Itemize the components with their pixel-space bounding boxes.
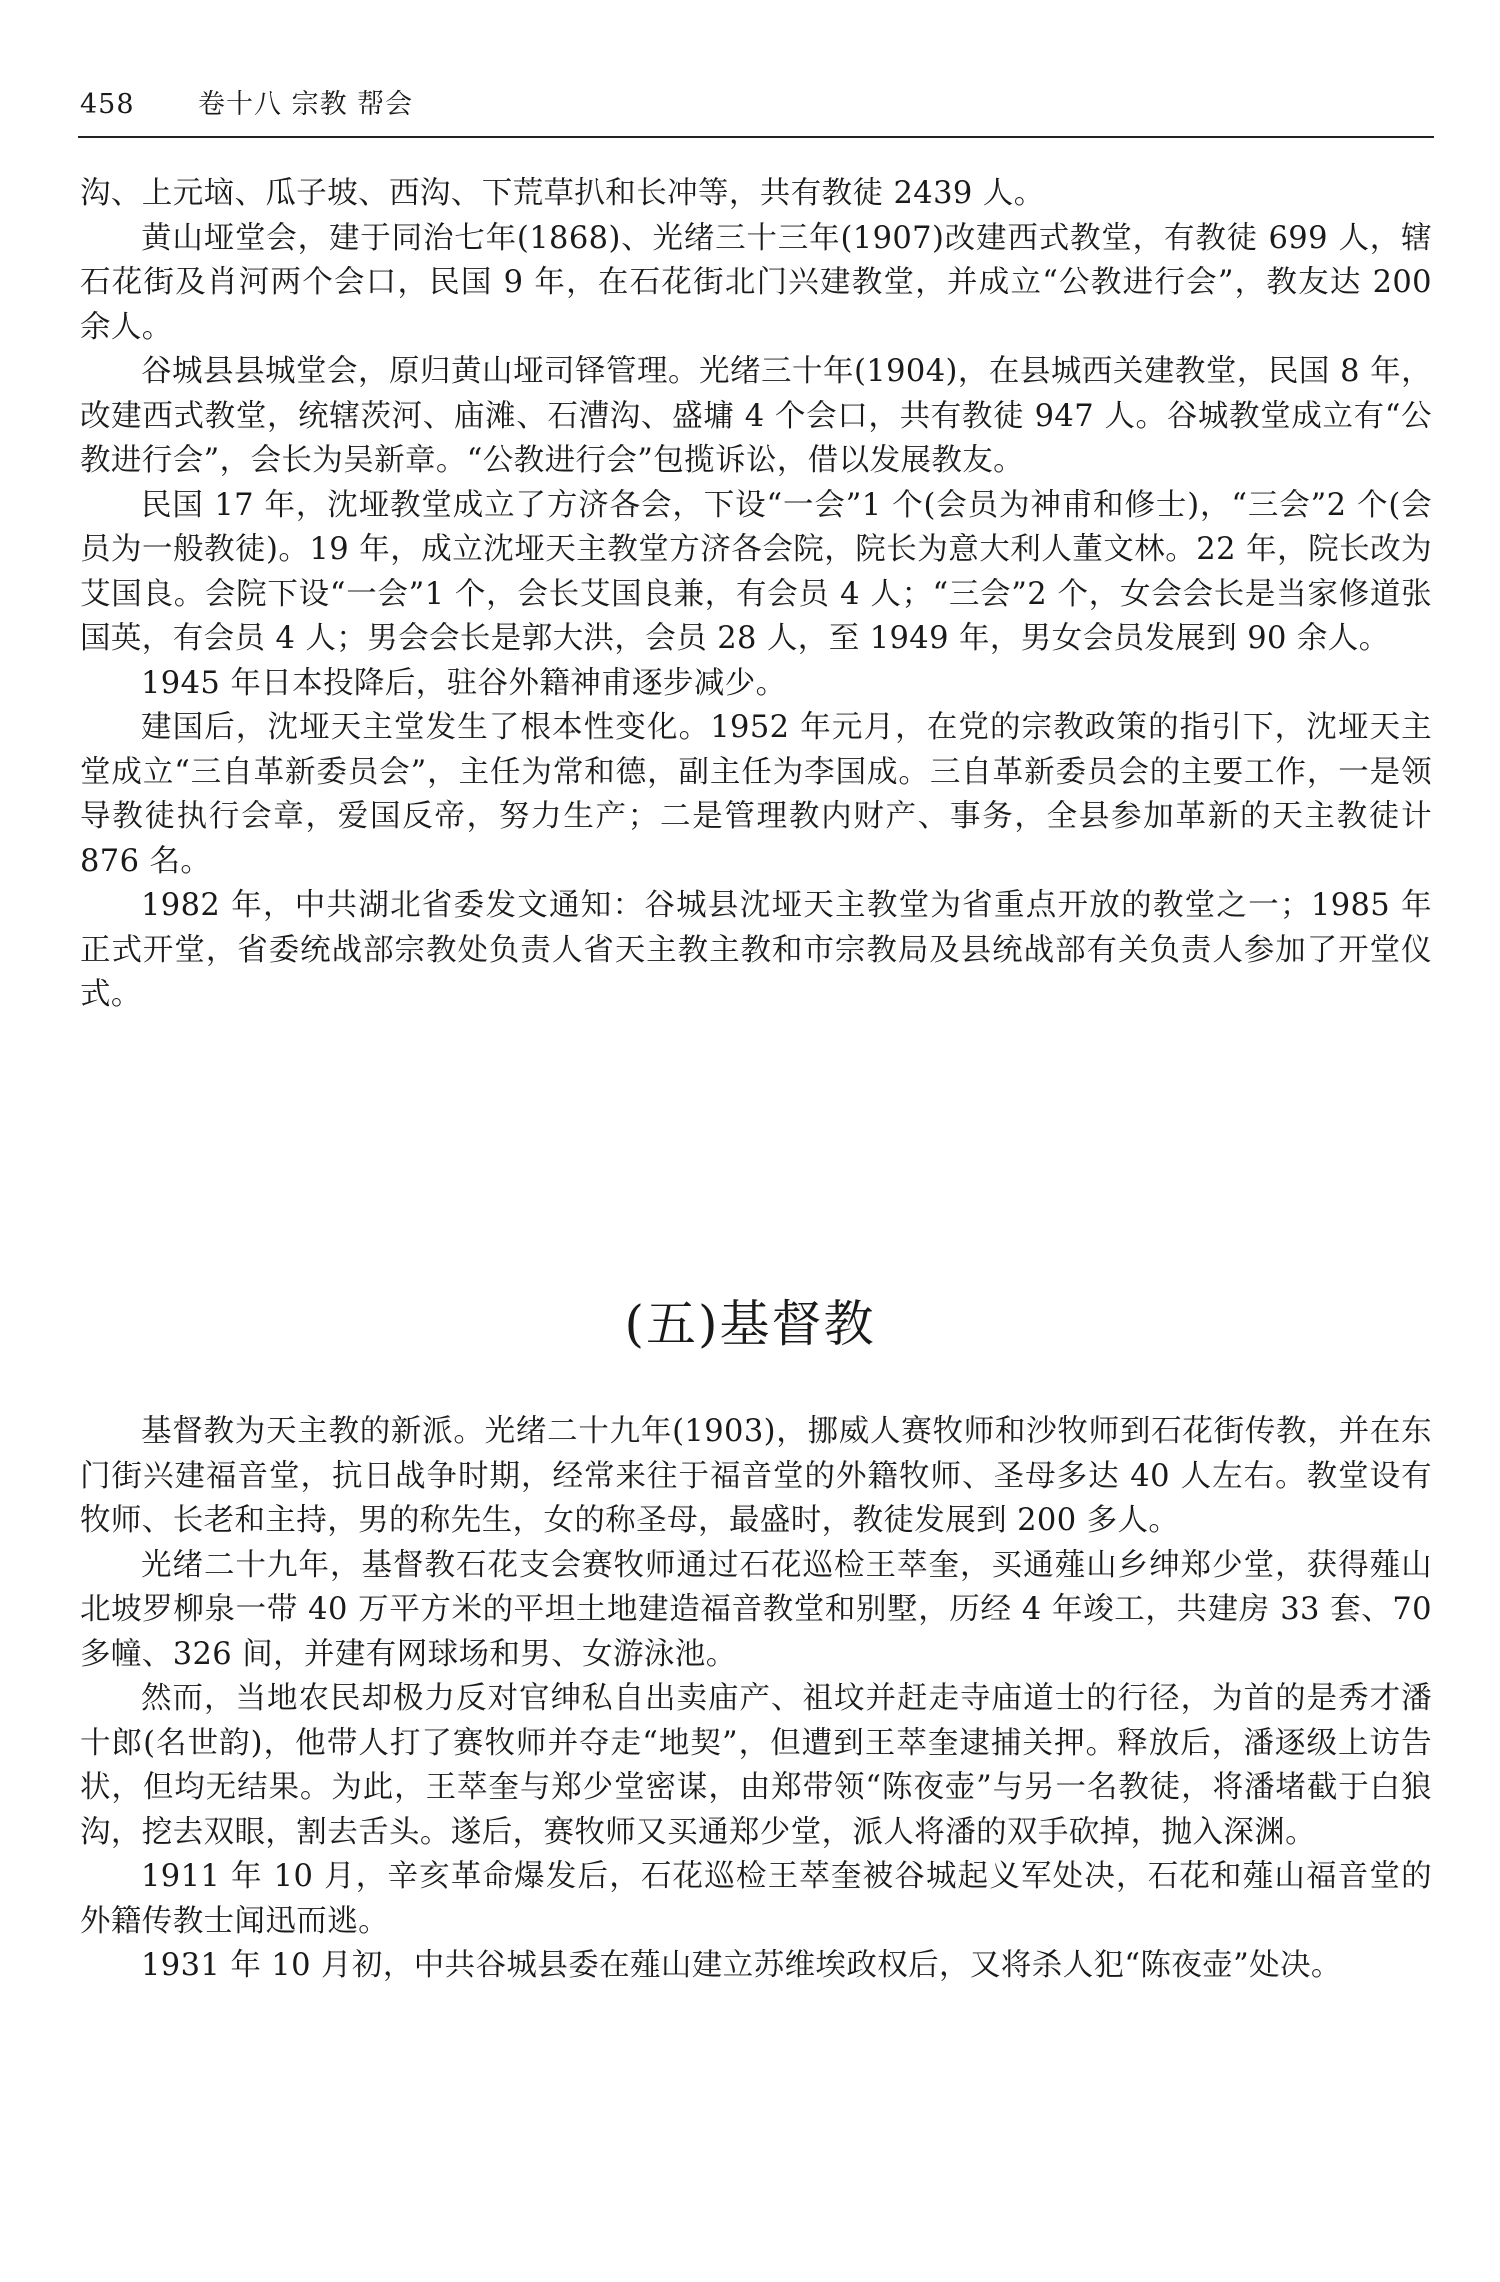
paragraph: 建国后，沈垭天主堂发生了根本性变化。1952 年元月，在党的宗教政策的指引下，沈垭天主堂成立“三自革新委员会”，主任为常和德，副主任为李国成。三自革新委员会的主要工作，一是领导教徒执行会章，爱国反帝，努力生产；二是管理教内财产、事务，全县参加革新的天主教徒计 876 名。 bbox=[80, 710, 1432, 879]
paragraph: 沟、上元垴、瓜子坡、西沟、下荒草扒和长冲等，共有教徒 2439 人。 bbox=[80, 176, 1045, 211]
paragraph: 光绪二十九年，基督教石花支会赛牧师通过石花巡检王萃奎，买通薤山乡绅郑少堂，获得薤山北坡罗柳泉一带 40 万平方米的平坦土地建造福音教堂和别墅，历经 4 年竣工，共建房 33 套、70 多幢、326 间，并建有网球场和男、女游泳池。 bbox=[80, 1547, 1432, 1672]
paragraph: 基督教为天主教的新派。光绪二十九年(1903)，挪威人赛牧师和沙牧师到石花街传教，并在东门街兴建福音堂，抗日战争时期，经常来往于福音堂的外籍牧师、圣母多达 40 人左右。教堂设有牧师、长老和主持，男的称先生，女的称圣母，最盛时，教徒发展到 200 多人。 bbox=[80, 1414, 1432, 1538]
running-title: 卷十八 宗教 帮会 bbox=[198, 89, 414, 120]
paragraph: 1982 年，中共湖北省委发文通知：谷城县沈垭天主教堂为省重点开放的教堂之一；1985 年正式开堂，省委统战部宗教处负责人省天主教主教和市宗教局及县统战部有关负责人参加了开堂仪式。 bbox=[80, 888, 1432, 1012]
paragraph: 1945 年日本投降后，驻谷外籍神甫逐步减少。 bbox=[141, 665, 787, 701]
running-header bbox=[80, 88, 413, 122]
header-rule bbox=[78, 136, 1434, 138]
section-heading: (五)基督教 bbox=[624, 1295, 876, 1353]
paragraph: 谷城县县城堂会，原归黄山垭司铎管理。光绪三十年(1904)，在县城西关建教堂，民国 8 年，改建西式教堂，统辖茨河、庙滩、石漕沟、盛墉 4 个会口，共有教徒 947 人。谷城教堂成立有“公教进行会”，会长为吴新章。“公教进行会”包揽诉讼，借以发展教友。 bbox=[80, 354, 1432, 478]
text-block-before-section bbox=[80, 172, 1432, 1018]
text-block-after-section bbox=[80, 1410, 1432, 1989]
paragraph: 黄山垭堂会，建于同治七年(1868)、光绪三十三年(1907)改建西式教堂，有教徒 699 人，辖石花街及肖河两个会口，民国 9 年，在石花街北门兴建教堂，并成立“公教进行会”，教友达 200 余人。 bbox=[80, 220, 1432, 345]
paragraph: 1931 年 10 月初，中共谷城县委在薤山建立苏维埃政权后，又将杀人犯“陈夜壶”处决。 bbox=[141, 1948, 1342, 1983]
paragraph: 然而，当地农民却极力反对官绅私自出卖庙产、祖坟并赶走寺庙道士的行径，为首的是秀才潘十郎(名世韵)，他带人打了赛牧师并夺走“地契”，但遭到王萃奎逮捕关押。释放后，潘逐级上访告状，但均无结果。为此，王萃奎与郑少堂密谋，由郑带领“陈夜壶”与另一名教徒，将潘堵截于白狼沟，挖去双眼，割去舌头。遂后，赛牧师又买通郑少堂，派人将潘的双手砍掉，抛入深渊。 bbox=[80, 1681, 1432, 1850]
paragraph: 1911 年 10 月，辛亥革命爆发后，石花巡检王萃奎被谷城起义军处决，石花和薤山福音堂的外籍传教士闻迅而逃。 bbox=[80, 1859, 1432, 1939]
page-number: 458 bbox=[80, 89, 135, 120]
paragraph: 民国 17 年，沈垭教堂成立了方济各会，下设“一会”1 个(会员为神甫和修士)，“三会”2 个(会员为一般教徒)。19 年，成立沈垭天主教堂方济各会院，院长为意大利人董文林。22 年，院长改为艾国良。会院下设“一会”1 个，会长艾国良兼，有会员 4 人；“三会”2 个，女会会长是当家修道张国英，有会员 4 人；男会会长是郭大洪，会员 28 人，至 1949 年，男女会员发展到 90 余人。 bbox=[80, 487, 1432, 656]
